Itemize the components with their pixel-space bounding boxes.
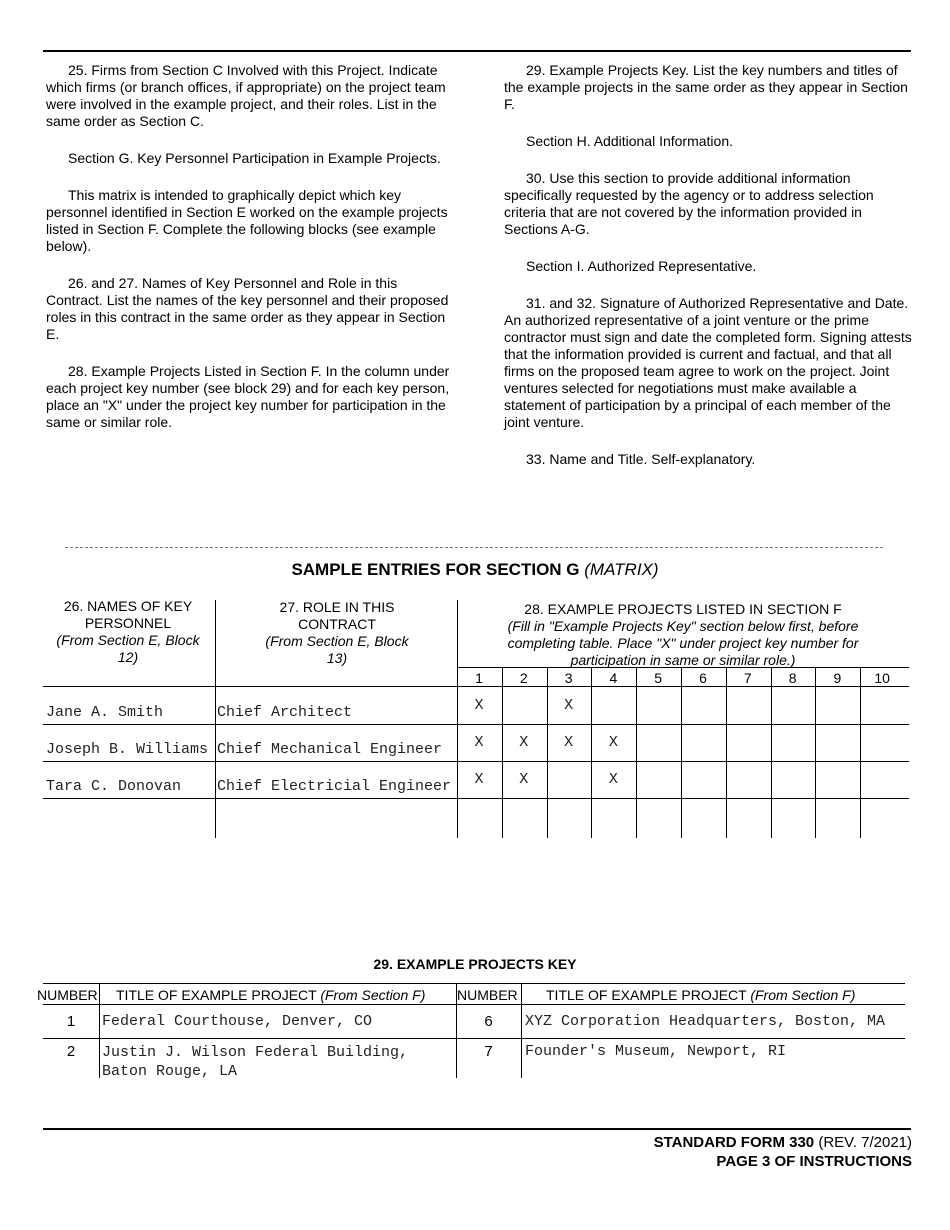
section-g-heading: Section G. Key Personnel Participation in Example Projects. xyxy=(68,150,441,166)
key-person-name: Joseph B. Williams xyxy=(46,741,209,758)
instruction-25: 25. Firms from Section C Involved with this Project. Indicate which firms (or branch offices, if appropriate) on the project team were involved in the example project, and their roles. List in the same order as Section C. xyxy=(46,62,446,129)
project-column-divider xyxy=(860,667,861,838)
col27-header: 27. ROLE IN THIS CONTRACT (From Section E, Block 13) xyxy=(265,599,409,666)
project-number-header: 5 xyxy=(654,670,663,686)
key-divider xyxy=(521,983,522,1078)
project-column-divider xyxy=(726,667,727,838)
instructions-left-column xyxy=(46,62,450,451)
key-title-header: TITLE OF EXAMPLE PROJECT (From Section F) xyxy=(116,987,426,1003)
project-column-divider xyxy=(815,667,816,838)
matrix-rule xyxy=(43,724,909,725)
col26-header: 26. NAMES OF KEY PERSONNEL (From Section E, Block 12) xyxy=(56,598,200,665)
project-column-divider xyxy=(502,667,503,838)
participation-mark: X xyxy=(474,734,484,751)
key-divider xyxy=(99,983,100,1078)
project-column-divider xyxy=(591,667,592,838)
project-number-header: 10 xyxy=(874,670,890,686)
participation-mark: X xyxy=(519,734,529,751)
bottom-rule xyxy=(43,1128,911,1130)
instruction-31-32: 31. and 32. Signature of Authorized Representative and Date. An authorized representative of a joint venture or the prime contractor must sign and date the completed form. Signing attests that the information provided is current and factual, and that all firms on the proposed team agree to work on the project. Joint ventures selected for negotiations must make available a statement of participation by a principal of each member of the joint venture. xyxy=(504,295,912,430)
project-number-header: 4 xyxy=(609,670,618,686)
instructions-right-column xyxy=(504,62,912,488)
project-column-divider xyxy=(771,667,772,838)
key-number: 6 xyxy=(484,1013,493,1030)
top-rule xyxy=(43,50,911,52)
key-title-header: TITLE OF EXAMPLE PROJECT (From Section F) xyxy=(546,987,856,1003)
participation-mark: X xyxy=(608,734,618,751)
form-footer: STANDARD FORM 330 (REV. 7/2021) PAGE 3 OF INSTRUCTIONS xyxy=(653,1134,912,1170)
instruction-29: 29. Example Projects Key. List the key numbers and titles of the example projects in the same order as they appear in Section F. xyxy=(504,62,908,112)
key-person-role: Chief Mechanical Engineer xyxy=(217,741,443,758)
matrix-rule xyxy=(457,667,909,668)
key-project-title: Federal Courthouse, Denver, CO xyxy=(102,1013,373,1030)
matrix-rule xyxy=(43,761,909,762)
key-project-title: Founder's Museum, Newport, RI xyxy=(525,1043,787,1060)
instruction-33: 33. Name and Title. Self-explanatory. xyxy=(526,451,756,467)
project-number-header: 6 xyxy=(699,670,707,686)
key-project-title: Justin J. Wilson Federal Building, Baton Rouge, LA xyxy=(102,1044,409,1080)
key-number-header: NUMBER xyxy=(457,987,518,1003)
section-h-heading: Section H. Additional Information. xyxy=(526,133,734,149)
project-number-header: 9 xyxy=(833,670,842,686)
participation-mark: X xyxy=(519,771,529,788)
matrix-rule xyxy=(43,798,909,799)
key-rule xyxy=(43,1004,905,1005)
project-column-divider xyxy=(636,667,637,838)
participation-mark: X xyxy=(474,771,484,788)
participation-mark: X xyxy=(564,734,574,751)
project-column-divider xyxy=(547,667,548,838)
project-number-header: 1 xyxy=(475,670,483,686)
matrix-divider xyxy=(457,600,458,838)
key-person-name: Jane A. Smith xyxy=(46,704,164,721)
key-person-name: Tara C. Donovan xyxy=(46,778,182,795)
key-rule xyxy=(43,1038,905,1039)
key-number: 2 xyxy=(66,1043,76,1060)
instruction-30: 30. Use this section to provide additional information specifically requested by the agency or to address selection criteria that are not covered by the information provided in Sections A-G. xyxy=(504,170,874,237)
dashed-divider xyxy=(65,547,883,548)
key-person-role: Chief Electricial Engineer xyxy=(217,778,452,795)
instruction-28: 28. Example Projects Listed in Section F. In the column under each project key number (see block 29) and for each key person, place an "X" under the project key number for participation in the same or similar role. xyxy=(46,363,450,430)
key-rule xyxy=(43,983,905,984)
project-column-divider xyxy=(681,667,682,838)
matrix-rule xyxy=(43,686,909,687)
section-i-heading: Section I. Authorized Representative. xyxy=(526,258,757,274)
instruction-26-27: 26. and 27. Names of Key Personnel and Role in this Contract. List the names of the key personnel and their proposed roles in this contract in the same order as they appear in Section E. xyxy=(46,275,449,342)
sample-entries-title: SAMPLE ENTRIES FOR SECTION G (MATRIX) xyxy=(291,560,659,579)
key-number: 7 xyxy=(484,1043,493,1060)
project-number-header: 2 xyxy=(519,670,528,686)
matrix-divider xyxy=(215,600,216,838)
key-person-role: Chief Architect xyxy=(217,704,353,721)
key-project-title: XYZ Corporation Headquarters, Boston, MA xyxy=(525,1013,886,1030)
project-number-header: 3 xyxy=(564,670,573,686)
participation-mark: X xyxy=(474,697,484,714)
participation-mark: X xyxy=(608,771,618,788)
section-g-intro: This matrix is intended to graphically depict which key personnel identified in Section E worked on the example projects listed in Section F. Complete the following blocks (see example below). xyxy=(46,187,448,254)
key-number-header: NUMBER xyxy=(37,987,98,1003)
participation-mark: X xyxy=(564,697,574,714)
project-number-header: 8 xyxy=(788,670,797,686)
col28-header: 28. EXAMPLE PROJECTS LISTED IN SECTION F (Fill in "Example Projects Key" section below first, before completing table. Place "X" under project key number for participation in same or similar role.) xyxy=(507,601,859,668)
key-number: 1 xyxy=(66,1013,76,1030)
project-number-header: 7 xyxy=(743,670,752,686)
projects-key-title: 29. EXAMPLE PROJECTS KEY xyxy=(373,956,577,972)
